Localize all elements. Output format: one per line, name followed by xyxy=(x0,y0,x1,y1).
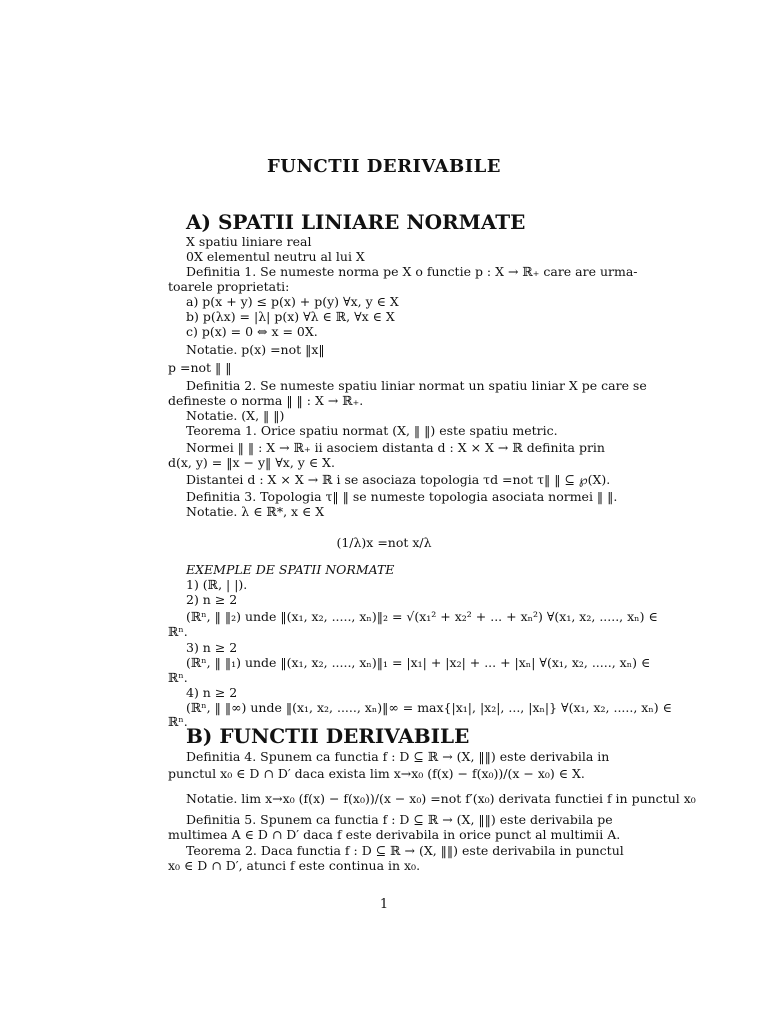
formula-line: (ℝⁿ, ‖ ‖₁) unde ‖(x₁, x₂, ....., xₙ)‖₁ = |x₁| + |x₂| + ... + |xₙ| ∀(x₁, x₂, ....., xₙ) ∈ xyxy=(186,655,651,670)
formula-line: (ℝⁿ, ‖ ‖₂) unde ‖(x₁, x₂, ....., xₙ)‖₂ = √(x₁² + x₂² + ... + xₙ²) ∀(x₁, x₂, ....., xₙ) ∈ xyxy=(186,609,658,624)
display-formula: (1/λ)x =not x/λ xyxy=(336,535,432,550)
notation-line: Notatie. (X, ‖ ‖) xyxy=(186,408,285,423)
text-line: 3) n ≥ 2 xyxy=(186,640,238,655)
text-line: b) p(λx) = |λ| p(x) ∀λ ∈ ℝ, ∀x ∈ X xyxy=(186,309,395,324)
notation-line: Notatie. p(x) =not ‖x‖ xyxy=(186,342,325,357)
definition-line: Definitia 3. Topologia τ‖ ‖ se numeste topologia asociata normei ‖ ‖. xyxy=(186,489,618,504)
page-title: FUNCTII DERIVABILE xyxy=(266,156,501,177)
text-line: p =not ‖ ‖ xyxy=(168,360,232,375)
text-line: x₀ ∈ D ∩ D′, atunci f este continua in x₀. xyxy=(168,858,421,873)
text-line: ℝⁿ. xyxy=(168,624,188,639)
section-heading-b: B) FUNCTII DERIVABILE xyxy=(186,724,470,748)
text-line: c) p(x) = 0 ⇔ x = 0X. xyxy=(186,324,318,339)
text-line: toarele proprietati: xyxy=(168,279,290,294)
formula-line: punctul x₀ ∈ D ∩ D′ daca exista lim x→x₀ (f(x) − f(x₀))/(x − x₀) ∈ X. xyxy=(168,766,585,781)
subheading: EXEMPLE DE SPATII NORMATE xyxy=(186,562,395,577)
definition-line: Definitia 2. Se numeste spatiu liniar normat un spatiu liniar X pe care se xyxy=(186,378,647,393)
notation-line: Notatie. λ ∈ ℝ*, x ∈ X xyxy=(186,504,325,519)
notation-line: Notatie. lim x→x₀ (f(x) − f(x₀))/(x − x₀) =not f′(x₀) derivata functiei f in punctul x₀ xyxy=(186,791,696,806)
text-line: Distantei d : X × X → ℝ i se asociaza topologia τd =not τ‖ ‖ ⊆ ℘(X). xyxy=(186,472,611,487)
text-line: ℝⁿ. xyxy=(168,670,188,685)
theorem-line: Teorema 2. Daca functia f : D ⊆ ℝ → (X, ‖‖) este derivabila in punctul xyxy=(186,843,624,858)
page-number: 1 xyxy=(379,897,389,912)
definition-line: Definitia 4. Spunem ca functia f : D ⊆ ℝ → (X, ‖‖) este derivabila in xyxy=(186,749,610,764)
text-line: d(x, y) = ‖x − y‖ ∀x, y ∈ X. xyxy=(168,455,335,470)
text-line: 1) (ℝ, | |). xyxy=(186,577,248,592)
text-line: defineste o norma ‖ ‖ : X → ℝ₊. xyxy=(168,393,364,408)
text-line: X spatiu liniare real xyxy=(186,234,312,249)
text-line: multimea A ∈ D ∩ D′ daca f este derivabila in orice punct al multimii A. xyxy=(168,827,621,842)
theorem-line: Teorema 1. Orice spatiu normat (X, ‖ ‖) este spatiu metric. xyxy=(186,423,558,438)
text-line: 2) n ≥ 2 xyxy=(186,592,238,607)
definition-line: Definitia 1. Se numeste norma pe X o functie p : X → ℝ₊ care are urma- xyxy=(186,264,638,279)
text-line: ℝⁿ. xyxy=(168,714,188,729)
text-line: a) p(x + y) ≤ p(x) + p(y) ∀x, y ∈ X xyxy=(186,294,399,309)
definition-line: Definitia 5. Spunem ca functia f : D ⊆ ℝ → (X, ‖‖) este derivabila pe xyxy=(186,812,613,827)
text-line: 4) n ≥ 2 xyxy=(186,685,238,700)
formula-line: (ℝⁿ, ‖ ‖∞) unde ‖(x₁, x₂, ....., xₙ)‖∞ = max{|x₁|, |x₂|, ..., |xₙ|} ∀(x₁, x₂, ....., xₙ) ∈ xyxy=(186,700,672,715)
text-line: Normei ‖ ‖ : X → ℝ₊ ii asociem distanta d : X × X → ℝ definita prin xyxy=(186,440,605,455)
section-heading-a: A) SPATII LINIARE NORMATE xyxy=(186,210,526,234)
text-line: 0X elementul neutru al lui X xyxy=(186,249,365,264)
